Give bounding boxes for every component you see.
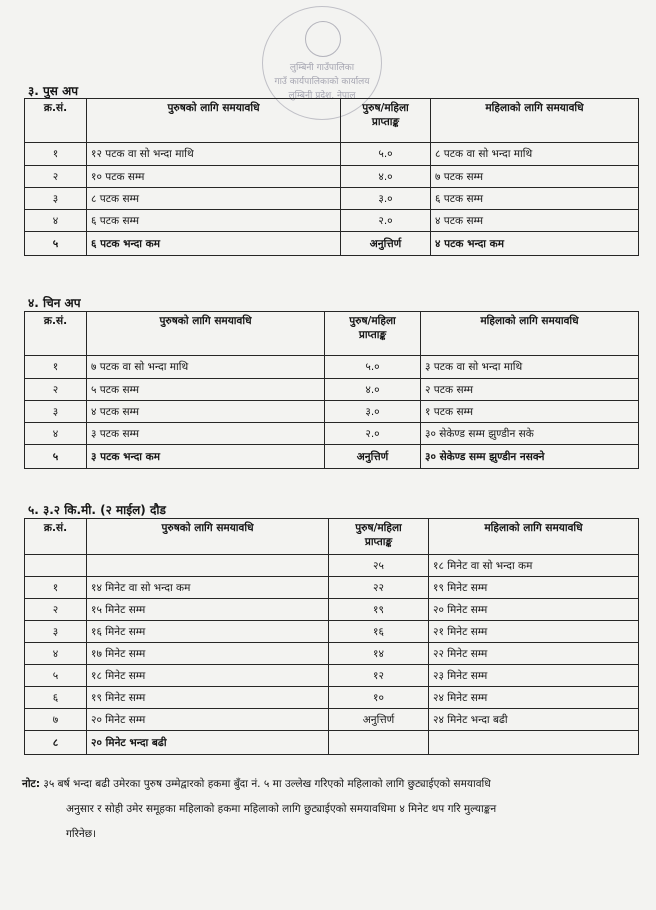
cell-men: ६ पटक सम्म [87,210,341,232]
table-header-row [25,519,639,555]
cell-men: १९ मिनेट सम्म [87,687,329,709]
cell-women: १९ मिनेट सम्म [429,577,639,599]
cell-serial: ३ [25,621,87,643]
cell-women: ४ पटक सम्म [431,210,639,232]
section-5-title: ५. ३.२ कि.मी. (२ माईल) दौड [28,503,166,517]
cell-men: ५ पटक सम्म [87,379,325,401]
cell-serial: ३ [25,401,87,423]
cell-score: ५.० [325,356,421,379]
stamp-line-2: गाउँ कार्यपालिकाको कार्यालय [274,77,370,87]
table-row [25,143,639,166]
cell-score: २.० [341,210,431,232]
cell-score: १४ [329,643,429,665]
cell-serial: २ [25,599,87,621]
seal-emblem-icon [305,21,341,57]
cell-score: १२ [329,665,429,687]
cell-women: २३ मिनेट सम्म [429,665,639,687]
cell-men: ४ पटक सम्म [87,401,325,423]
cell-serial [25,555,87,577]
table-header-row [25,99,639,143]
table-row [25,687,639,709]
cell-serial: ४ [25,423,87,445]
cell-men: ३ पटक सम्म [87,423,325,445]
cell-men: १७ मिनेट सम्म [87,643,329,665]
header-men-time: पुरुषको लागि समयावधि [87,519,329,555]
header-score-line2: प्राप्ताङ्क [358,329,387,341]
cell-serial: २ [25,166,87,188]
header-women-time: महिलाको लागि समयावधि [429,519,639,555]
cell-score: अनुत्तिर्ण [325,445,421,469]
table-row [25,599,639,621]
header-score-line2: प्राप्ताङ्क [371,116,400,128]
cell-men: ६ पटक भन्दा कम [87,232,341,256]
cell-serial: १ [25,356,87,379]
header-women-time: महिलाको लागि समयावधि [431,99,639,143]
cell-serial: ४ [25,210,87,232]
cell-men: १५ मिनेट सम्म [87,599,329,621]
cell-women: २ पटक सम्म [421,379,639,401]
cell-serial: ५ [25,445,87,469]
cell-men: २० मिनेट भन्दा बढी [87,731,329,755]
table-row [25,709,639,731]
cell-serial: १ [25,577,87,599]
table-row [25,401,639,423]
cell-men [87,555,329,577]
stamp-line-1: लुम्बिनी गाउँपालिका [289,63,355,73]
cell-men: २० मिनेट सम्म [87,709,329,731]
cell-women: २४ मिनेट भन्दा बढी [429,709,639,731]
table-row [25,445,639,469]
cell-women: ८ पटक वा सो भन्दा माथि [431,143,639,166]
cell-men: १६ मिनेट सम्म [87,621,329,643]
table-row [25,555,639,577]
header-men-time: पुरुषको लागि समयावधि [87,312,325,356]
stamp-line-3: लुम्बिनी प्रदेश, नेपाल [288,91,356,101]
table-row [25,643,639,665]
note-text-1: ३५ बर्ष भन्दा बढी उमेरका पुरुष उम्मेद्वारको हकमा बुँदा नं. ५ मा उल्लेख गरिएको महिलाको लागि छुट्याईएको समयावधि [43,778,491,790]
cell-serial: १ [25,143,87,166]
pushup-table [24,98,639,256]
cell-score: ४.० [341,166,431,188]
table-row [25,356,639,379]
cell-women: ३० सेकेण्ड सम्म झुण्डीन सके [421,423,639,445]
cell-serial: ५ [25,232,87,256]
cell-score: ३.० [325,401,421,423]
run-table [24,518,639,755]
cell-serial: ७ [25,709,87,731]
cell-women: १ पटक सम्म [421,401,639,423]
note-line-2: अनुसार र सोही उमेर समूहका महिलाको हकमा महिलाको लागि छुट्याईएको समयावधिमा ४ मिनेट थप गरि मुल्याङ्कन [66,803,497,815]
header-score-line2: प्राप्ताङ्क [364,536,393,548]
cell-women: २२ मिनेट सम्म [429,643,639,665]
header-score [329,519,429,555]
header-score-line1: पुरुष/महिला [349,315,396,327]
cell-score: २५ [329,555,429,577]
header-serial: क्र.सं. [25,312,87,356]
section-3-title: ३. पुस अप [28,84,79,98]
cell-score: १९ [329,599,429,621]
cell-women: ३ पटक वा सो भन्दा माथि [421,356,639,379]
table-row [25,423,639,445]
cell-score: ३.० [341,188,431,210]
cell-serial: ५ [25,665,87,687]
cell-serial: ६ [25,687,87,709]
cell-men: १८ मिनेट सम्म [87,665,329,687]
table-row [25,621,639,643]
section-4-title: ४. चिन अप [28,296,81,310]
table-row [25,210,639,232]
cell-men: १२ पटक वा सो भन्दा माथि [87,143,341,166]
cell-score: १० [329,687,429,709]
header-score-line1: पुरुष/महिला [362,102,409,114]
cell-score: २२ [329,577,429,599]
header-serial: क्र.सं. [25,99,87,143]
cell-women: २० मिनेट सम्म [429,599,639,621]
cell-score: अनुत्तिर्ण [341,232,431,256]
cell-men: १४ मिनेट वा सो भन्दा कम [87,577,329,599]
header-serial: क्र.सं. [25,519,87,555]
note-line-3: गरिनेछ। [66,828,97,840]
chinup-table [24,311,639,469]
cell-men: ३ पटक भन्दा कम [87,445,325,469]
cell-score: १६ [329,621,429,643]
table-row [25,379,639,401]
cell-serial: ४ [25,643,87,665]
note-paragraph [22,772,636,847]
cell-women: ४ पटक भन्दा कम [431,232,639,256]
cell-score: ५.० [341,143,431,166]
table-header-row [25,312,639,356]
header-score [341,99,431,143]
table-row [25,232,639,256]
cell-men: ७ पटक वा सो भन्दा माथि [87,356,325,379]
table-row [25,665,639,687]
cell-serial: ८ [25,731,87,755]
cell-women: ६ पटक सम्म [431,188,639,210]
cell-score: २.० [325,423,421,445]
cell-score: अनुत्तिर्ण [329,709,429,731]
cell-women: २१ मिनेट सम्म [429,621,639,643]
cell-men: ८ पटक सम्म [87,188,341,210]
cell-serial: ३ [25,188,87,210]
header-men-time: पुरुषको लागि समयावधि [87,99,341,143]
cell-score [329,731,429,755]
table-row [25,188,639,210]
header-score [325,312,421,356]
table-row [25,166,639,188]
cell-serial: २ [25,379,87,401]
cell-men: १० पटक सम्म [87,166,341,188]
header-score-line1: पुरुष/महिला [355,522,402,534]
cell-women [429,731,639,755]
cell-women: ७ पटक सम्म [431,166,639,188]
table-row [25,731,639,755]
cell-women: १८ मिनेट वा सो भन्दा कम [429,555,639,577]
note-label: नोट: [22,778,41,790]
note-line-1 [22,772,636,797]
cell-women: ३० सेकेण्ड सम्म झुण्डीन नसक्ने [421,445,639,469]
cell-score: ४.० [325,379,421,401]
header-women-time: महिलाको लागि समयावधि [421,312,639,356]
cell-women: २४ मिनेट सम्म [429,687,639,709]
table-row [25,577,639,599]
